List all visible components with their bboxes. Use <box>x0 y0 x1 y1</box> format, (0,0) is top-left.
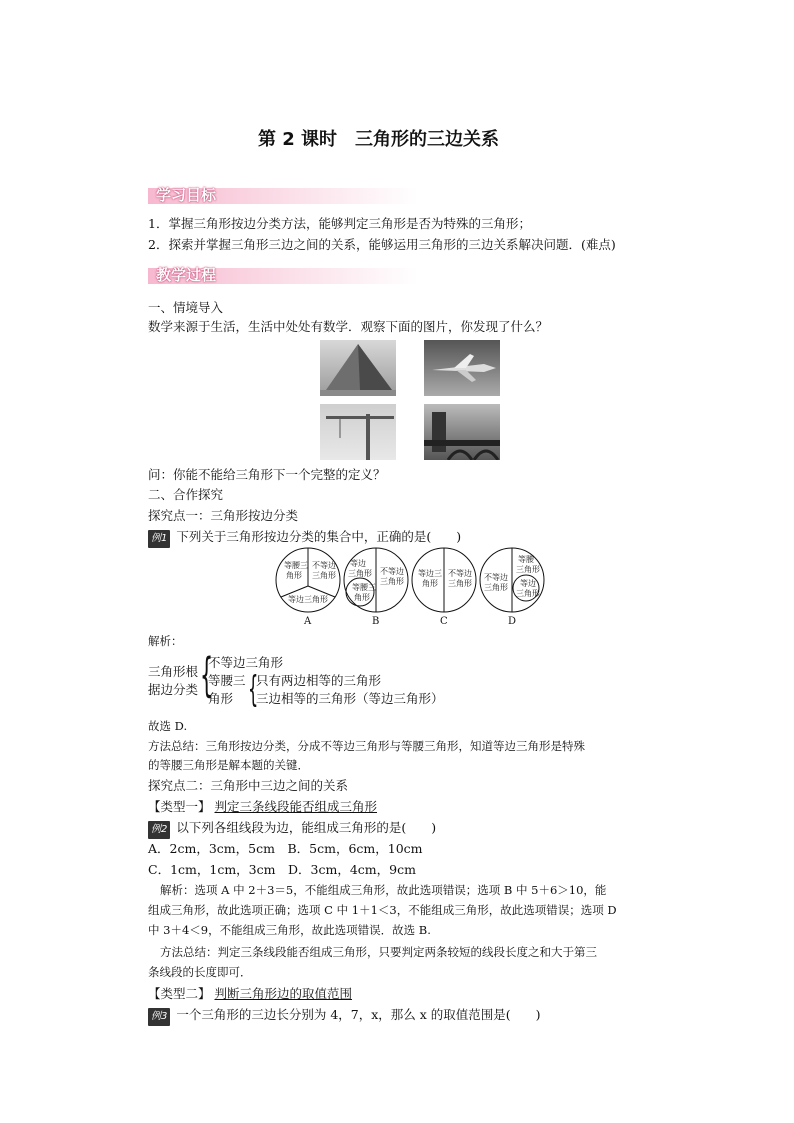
summary-2a: 方法总结：判定三条线段能否组成三角形，只要判定两条较短的线段长度之和大于第三 <box>160 945 597 959</box>
cls-c2: 三边相等的三角形（等边三角形） <box>256 691 444 706</box>
point1-heading: 探究点一：三角形按边分类 <box>148 508 299 523</box>
example-2-badge: 例2 <box>148 821 170 839</box>
circle-a-left2: 角形 <box>286 571 302 580</box>
example-2 <box>148 819 436 839</box>
type1-heading <box>148 798 377 816</box>
circle-a-right2: 三角形 <box>312 571 336 580</box>
circle-b-mid2: 角形 <box>354 593 370 602</box>
crane-photo <box>320 404 396 460</box>
circle-a-bottom: 等边三角形 <box>288 595 328 604</box>
example-3-text: 一个三角形的三边长分别为 4，7，x，那么 x 的取值范围是( ) <box>176 1007 541 1022</box>
goal-1: 1．掌握三角形按边分类方法，能够判定三角形是否为特殊的三角形； <box>148 216 531 231</box>
left-brace-2: { <box>248 669 259 710</box>
circle-d-letter: D <box>508 616 517 626</box>
circle-a-right1: 不等边 <box>312 561 336 570</box>
cls-b2: 角形 <box>208 691 234 706</box>
intro-heading: 一、情境导入 <box>148 300 224 315</box>
summary-1b: 的等腰三角形是解本题的关键． <box>148 758 309 772</box>
example-2-options-2: C．1cm，1cm，3cm D．3cm，4cm，9cm <box>148 862 416 877</box>
circle-b-right2: 三角形 <box>380 577 404 586</box>
analysis-2c: 中 3＋4＜9，不能组成三角形，故此选项错误．故选 B. <box>148 923 431 937</box>
analysis-2b: 组成三角形，故此选项正确；选项 C 中 1＋1＜3，不能组成三角形，故此选项错误；选项 D <box>148 903 617 917</box>
jet-photo <box>424 340 500 396</box>
pyramid-photo <box>320 340 396 396</box>
classification-circles <box>272 546 552 626</box>
circle-c-right2: 三角形 <box>448 579 472 588</box>
cls-root-1: 三角形根 <box>148 664 199 679</box>
example-2-text: 以下列各组线段为边，能组成三角形的是( ) <box>176 820 437 835</box>
process-banner <box>148 268 418 284</box>
circle-d-mid2: 三角形 <box>516 589 540 598</box>
analysis-label: 解析： <box>148 634 183 648</box>
cls-c1: 只有两边相等的三角形 <box>256 673 382 688</box>
circle-a-left1: 等腰三 <box>284 561 308 570</box>
type2-heading <box>148 985 352 1003</box>
type2-prefix: 【类型二】 <box>148 986 211 1001</box>
analysis-2a: 解析：选项 A 中 2＋3＝5，不能组成三角形，故此选项错误；选项 B 中 5＋6＞10，能 <box>160 883 607 897</box>
circle-a-letter: A <box>304 616 312 626</box>
example-3 <box>148 1006 541 1026</box>
circle-c-letter: C <box>440 616 448 626</box>
summary-2b: 条线段的长度即可． <box>148 965 252 979</box>
circle-c-right1: 不等边 <box>448 569 472 578</box>
example-2-options-1: A．2cm，3cm，5cm B．5cm，6cm，10cm <box>148 841 423 856</box>
choose-d: 故选 D. <box>148 719 188 733</box>
intro-text: 数学来源于生活，生活中处处有数学．观察下面的图片，你发现了什么？ <box>148 319 549 334</box>
process-label: 教学过程 <box>156 266 217 284</box>
circle-b-top1: 等边 <box>350 559 366 568</box>
circle-d-top1: 等腰 <box>518 555 534 564</box>
explore-heading: 二、合作探究 <box>148 487 224 502</box>
type1-prefix: 【类型一】 <box>148 799 211 814</box>
circle-b-letter: B <box>372 616 380 626</box>
goal-2: 2．探索并掌握三角形三边之间的关系，能够运用三角形的三边关系解决问题．(难点) <box>148 237 616 252</box>
circle-c-left2: 角形 <box>422 579 438 588</box>
intro-question: 问：你能不能给三角形下一个完整的定义？ <box>148 467 386 482</box>
bridge-photo <box>424 404 500 460</box>
circle-d-left1: 不等边 <box>484 573 508 582</box>
goals-label: 学习目标 <box>156 186 217 204</box>
page-title: 第 2 课时 三角形的三边关系 <box>258 129 500 150</box>
example-1-text: 下列关于三角形按边分类的集合中，正确的是( ) <box>176 529 462 544</box>
cls-root-2: 据边分类 <box>148 682 199 697</box>
point2-heading: 探究点二：三角形中三边之间的关系 <box>148 778 349 793</box>
example-3-badge: 例3 <box>148 1008 170 1026</box>
circle-d-mid1: 等边 <box>520 579 536 588</box>
circle-d-top2: 三角形 <box>516 565 540 574</box>
left-brace-1: { <box>200 648 214 702</box>
type2-title: 判断三角形边的取值范围 <box>214 986 353 1001</box>
circle-c-left1: 等边三 <box>418 569 442 578</box>
cls-b1: 等腰三 <box>208 673 246 688</box>
circle-b-right1: 不等边 <box>380 567 404 576</box>
circle-b-top2: 三角形 <box>348 569 372 578</box>
summary-1a: 方法总结：三角形按边分类，分成不等边三角形与等腰三角形，知道等边三角形是特殊 <box>148 739 585 753</box>
type1-title: 判定三条线段能否组成三角形 <box>214 799 378 814</box>
circle-b-mid1: 等腰三 <box>352 583 376 592</box>
goals-banner <box>148 188 418 204</box>
cls-a: 不等边三角形 <box>208 655 284 670</box>
example-1-badge: 例1 <box>148 530 170 548</box>
circle-d-left2: 三角形 <box>484 583 508 592</box>
example-1 <box>148 528 461 548</box>
